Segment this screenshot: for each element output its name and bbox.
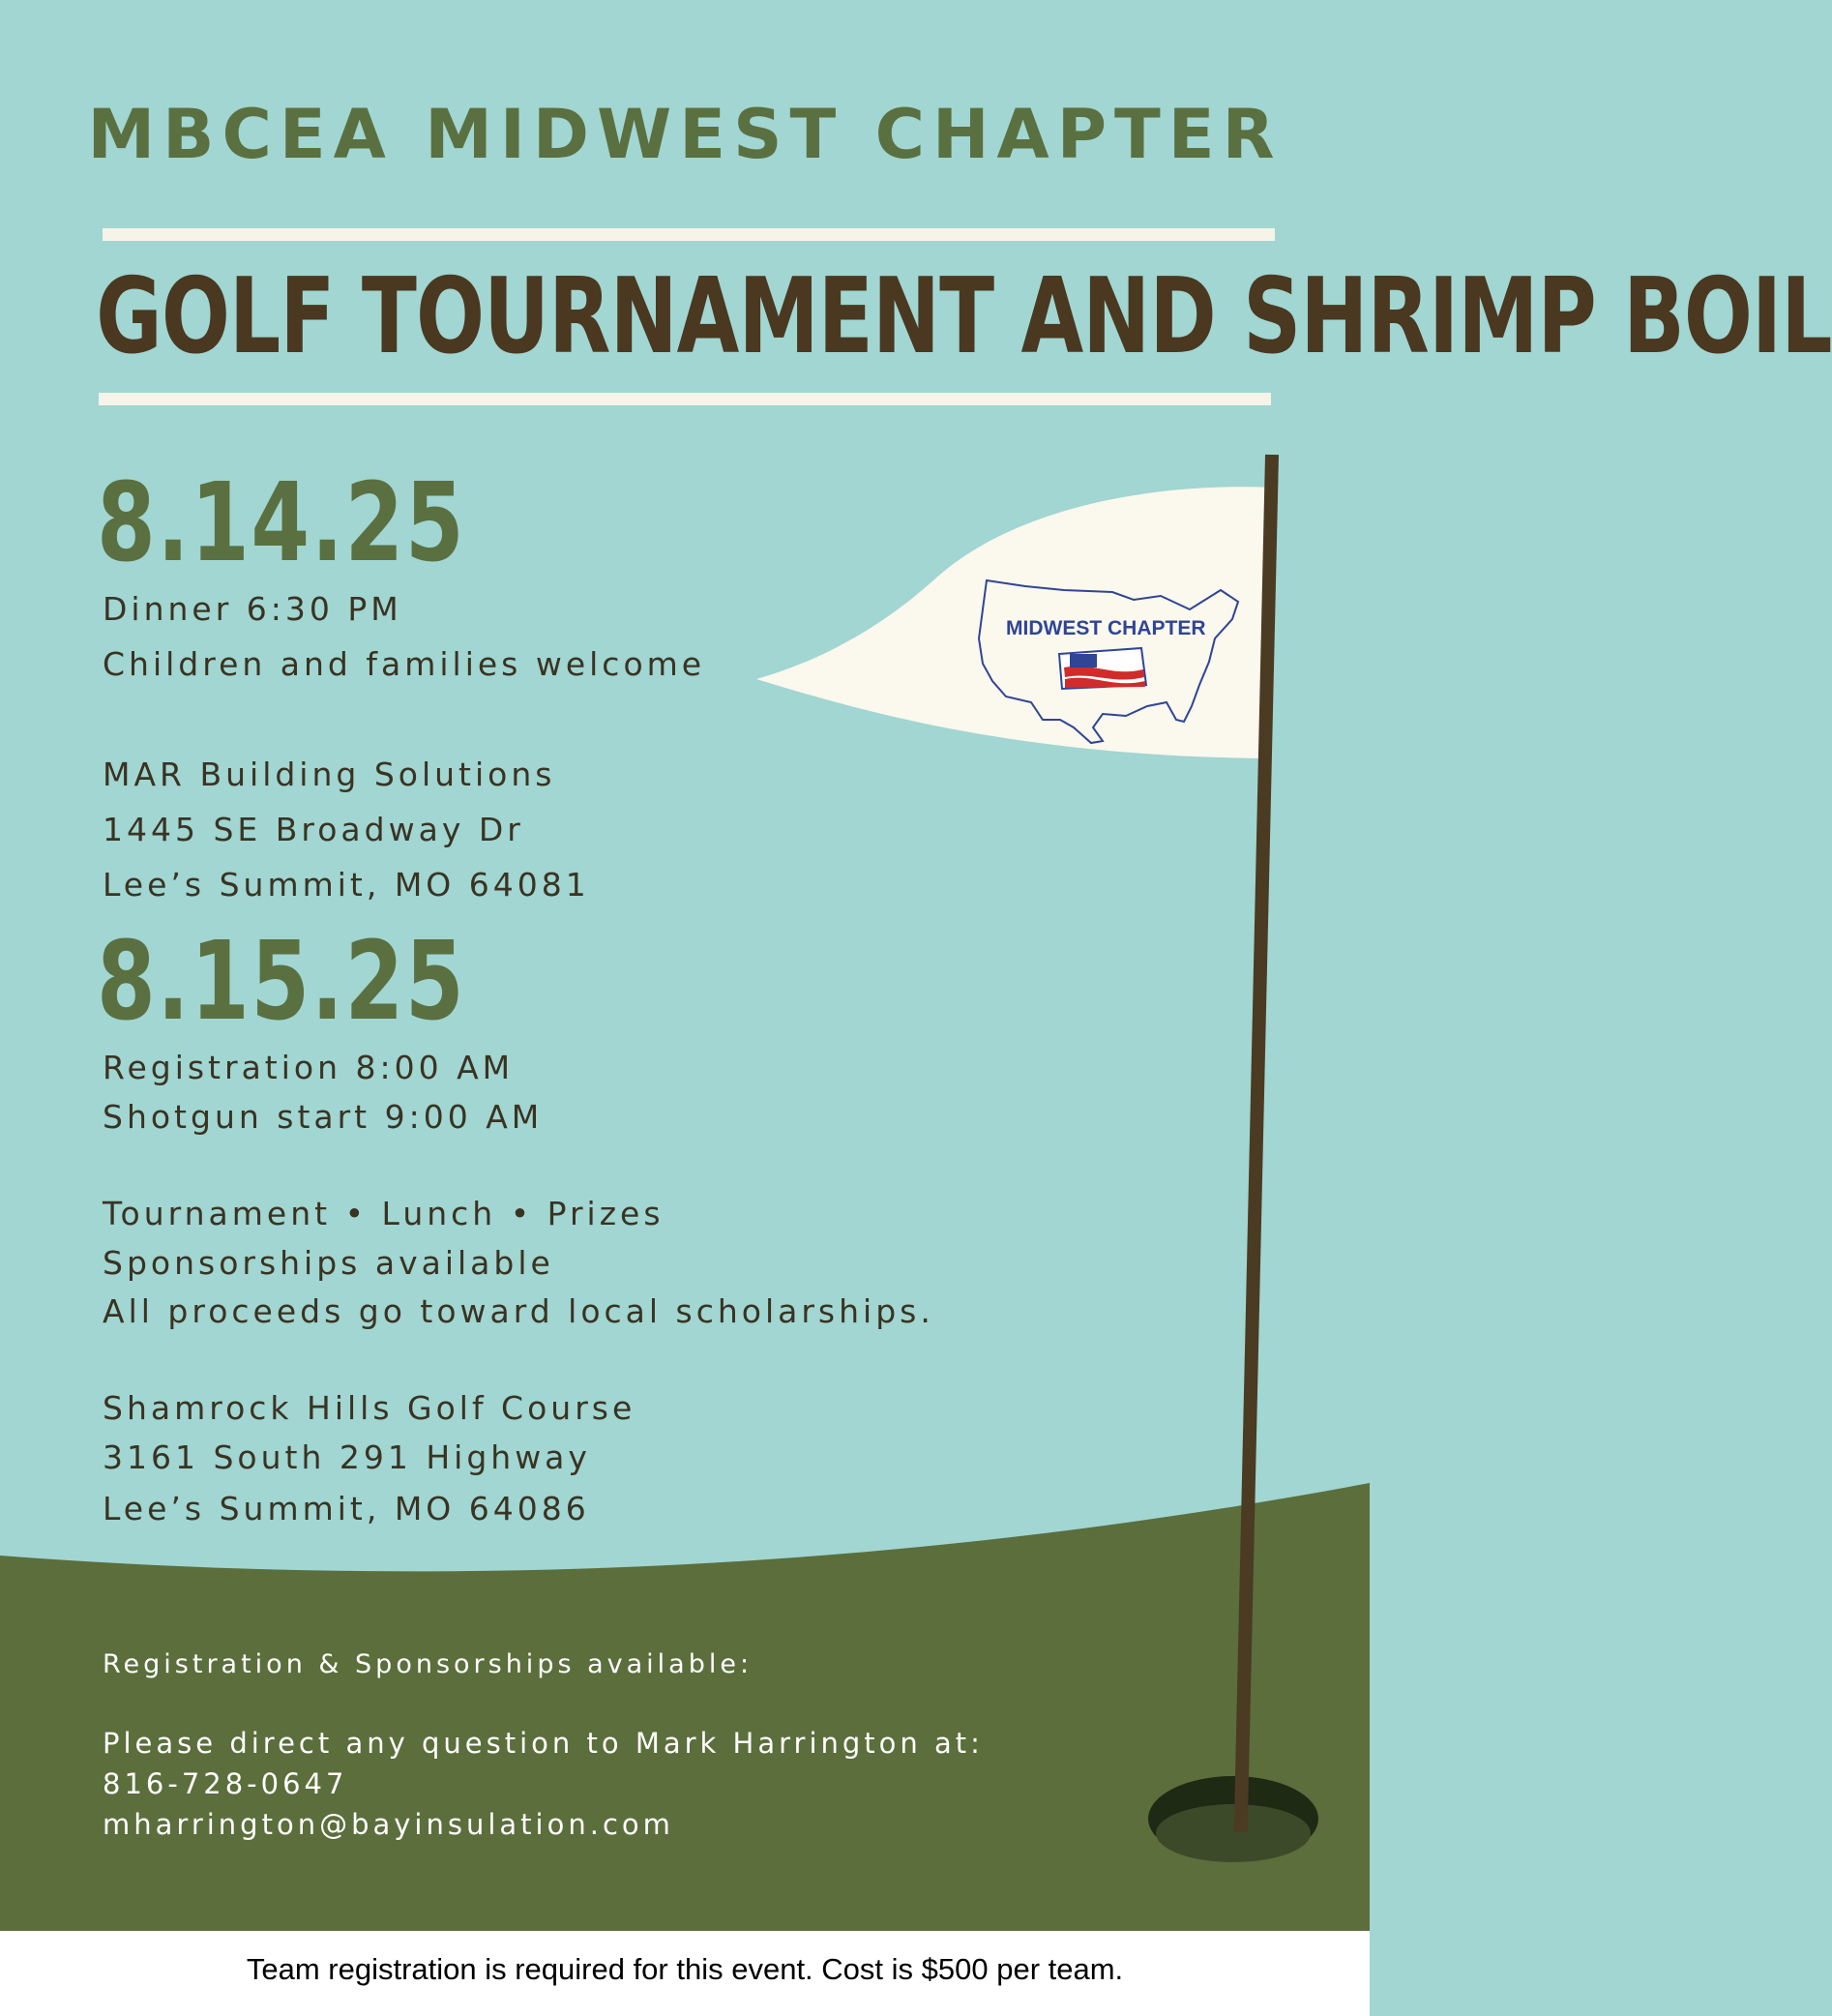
contact-phone[interactable]: 816-728-0647: [103, 1767, 348, 1800]
registration-heading: Registration & Sponsorships available:: [103, 1649, 753, 1679]
venue1-street: 1445 SE Broadway Dr: [103, 811, 524, 848]
golf-hole-shadow: [1156, 1804, 1311, 1862]
divider-bottom: [99, 393, 1271, 405]
contact-email[interactable]: mharrington@bayinsulation.com: [103, 1808, 674, 1841]
question-line: Please direct any question to Mark Harrington at:: [103, 1727, 984, 1760]
venue1-name: MAR Building Solutions: [103, 756, 556, 793]
divider-top: [103, 228, 1275, 241]
venue1-city: Lee’s Summit, MO 64081: [103, 866, 590, 904]
venue2-name: Shamrock Hills Golf Course: [103, 1389, 636, 1427]
registration-time: Registration 8:00 AM: [103, 1049, 515, 1086]
families-note: Children and families welcome: [103, 645, 706, 683]
event-title: GOLF TOURNAMENT AND SHRIMP BOIL: [96, 256, 1832, 377]
date-day1: 8.14.25: [97, 460, 466, 586]
grass-hill: [0, 1483, 1370, 1931]
chapter-heading: MBCEA MIDWEST CHAPTER: [87, 95, 1283, 174]
venue2-city: Lee’s Summit, MO 64086: [103, 1490, 590, 1527]
venue2-street: 3161 South 291 Highway: [103, 1438, 591, 1476]
proceeds-note: All proceeds go toward local scholarships.: [103, 1292, 934, 1330]
dinner-time: Dinner 6:30 PM: [103, 590, 402, 628]
flag-label: MIDWEST CHAPTER: [1006, 617, 1206, 639]
event-highlights: Tournament • Lunch • Prizes: [103, 1195, 665, 1232]
american-flag-badge-icon: [1059, 648, 1146, 689]
date-day2: 8.15.25: [97, 919, 466, 1045]
footer-note: Team registration is required for this event. Cost is $500 per team.: [246, 1952, 1124, 1986]
sponsorships-note: Sponsorships available: [103, 1244, 554, 1282]
shotgun-start: Shotgun start 9:00 AM: [103, 1098, 544, 1136]
